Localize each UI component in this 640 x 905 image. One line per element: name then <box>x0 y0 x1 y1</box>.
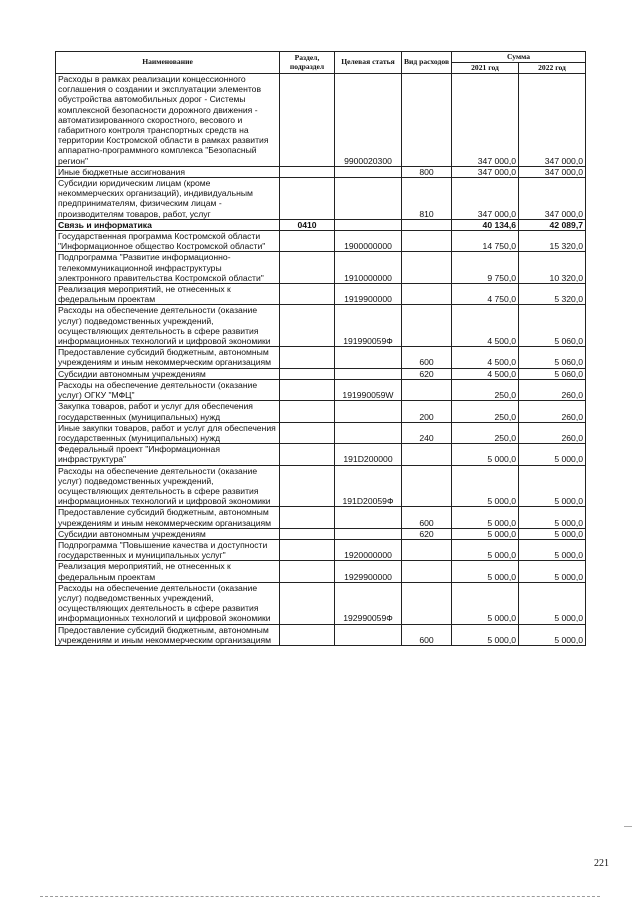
row-name: Субсидии автономным учреждениям <box>56 528 280 539</box>
row-target <box>335 528 402 539</box>
row-target: 1929900000 <box>335 561 402 582</box>
table-row <box>56 166 586 177</box>
row-section <box>280 379 335 400</box>
row-name: Предоставление субсидий бюджетным, автономным учреждениям и иным некоммерческим организациям <box>56 347 280 368</box>
row-sum-2022: 260,0 <box>519 422 586 443</box>
row-sum-2021: 40 134,6 <box>452 219 519 230</box>
row-type <box>402 252 452 284</box>
row-type <box>402 561 452 582</box>
row-target <box>335 624 402 645</box>
row-name: Иные бюджетные ассигнования <box>56 166 280 177</box>
row-section <box>280 178 335 220</box>
row-name: Федеральный проект "Информационная инфраструктура" <box>56 444 280 465</box>
header-year-2021: 2021 год <box>452 63 519 74</box>
header-name: Наименование <box>56 52 280 74</box>
row-section <box>280 444 335 465</box>
row-section <box>280 305 335 347</box>
table-body <box>56 74 586 646</box>
row-sum-2022: 5 000,0 <box>519 507 586 528</box>
row-sum-2022: 5 000,0 <box>519 561 586 582</box>
row-section <box>280 284 335 305</box>
row-sum-2022: 5 000,0 <box>519 528 586 539</box>
header-target: Целевая статья <box>335 52 402 74</box>
row-target: 191990059Ф <box>335 305 402 347</box>
row-sum-2021: 250,0 <box>452 379 519 400</box>
row-type <box>402 444 452 465</box>
row-section <box>280 465 335 507</box>
table-row <box>56 624 586 645</box>
row-target: 192990059Ф <box>335 582 402 624</box>
row-name: Подпрограмма "Развитие информационно-телекоммуникационной инфраструктуры электронного правительства Костромской области" <box>56 252 280 284</box>
row-sum-2021: 4 500,0 <box>452 368 519 379</box>
row-sum-2022: 260,0 <box>519 401 586 422</box>
row-type: 600 <box>402 347 452 368</box>
row-section <box>280 74 335 167</box>
row-name: Предоставление субсидий бюджетным, автономным учреждениям и иным некоммерческим организациям <box>56 507 280 528</box>
table-header <box>56 52 586 74</box>
row-section <box>280 582 335 624</box>
row-name: Расходы на обеспечение деятельности (оказание услуг) ОГКУ "МФЦ" <box>56 379 280 400</box>
row-name: Расходы на обеспечение деятельности (оказание услуг) подведомственных учреждений, осуществляющих деятельность в сфере развития информационных технологий и цифровой экономики <box>56 305 280 347</box>
row-section <box>280 347 335 368</box>
row-sum-2021: 5 000,0 <box>452 624 519 645</box>
row-sum-2021: 5 000,0 <box>452 528 519 539</box>
row-sum-2022: 5 320,0 <box>519 284 586 305</box>
row-section <box>280 561 335 582</box>
row-target: 191990059W <box>335 379 402 400</box>
row-target: 1920000000 <box>335 539 402 560</box>
table-row <box>56 444 586 465</box>
row-name: Закупка товаров, работ и услуг для обеспечения государственных (муниципальных) нужд <box>56 401 280 422</box>
row-name: Расходы в рамках реализации концессионного соглашения о создании и эксплуатации элементов обустройства автомобильных дорог - Системы комплексной безопасности дорожного движения - автоматизированного скоростного, весового и габаритного контроля транспортных средств на территории Костромской области в рамках развития аппаратно-программного комплекса "Безопасный регион" <box>56 74 280 167</box>
table-row <box>56 582 586 624</box>
row-type: 200 <box>402 401 452 422</box>
row-section <box>280 422 335 443</box>
row-sum-2022: 5 000,0 <box>519 582 586 624</box>
table-row <box>56 401 586 422</box>
row-type <box>402 465 452 507</box>
row-name: Расходы на обеспечение деятельности (оказание услуг) подведомственных учреждений, осуществляющих деятельность в сфере развития информационных технологий и цифровой экономики <box>56 465 280 507</box>
row-type <box>402 305 452 347</box>
row-sum-2021: 5 000,0 <box>452 465 519 507</box>
row-sum-2021: 4 500,0 <box>452 305 519 347</box>
row-type: 600 <box>402 507 452 528</box>
table-row <box>56 507 586 528</box>
row-type: 810 <box>402 178 452 220</box>
row-section <box>280 624 335 645</box>
row-name: Государственная программа Костромской области "Информационное общество Костромской области" <box>56 231 280 252</box>
row-name: Предоставление субсидий бюджетным, автономным учреждениям и иным некоммерческим организациям <box>56 624 280 645</box>
header-type: Вид расходов <box>402 52 452 74</box>
table-row <box>56 252 586 284</box>
row-sum-2022: 5 060,0 <box>519 305 586 347</box>
table-row <box>56 465 586 507</box>
row-section <box>280 539 335 560</box>
table-row <box>56 379 586 400</box>
row-name: Иные закупки товаров, работ и услуг для обеспечения государственных (муниципальных) нужд <box>56 422 280 443</box>
row-sum-2022: 260,0 <box>519 379 586 400</box>
row-sum-2022: 10 320,0 <box>519 252 586 284</box>
row-sum-2021: 5 000,0 <box>452 444 519 465</box>
row-type: 800 <box>402 166 452 177</box>
row-sum-2022: 5 060,0 <box>519 368 586 379</box>
row-sum-2021: 347 000,0 <box>452 178 519 220</box>
row-sum-2021: 5 000,0 <box>452 539 519 560</box>
row-sum-2021: 4 750,0 <box>452 284 519 305</box>
row-type <box>402 219 452 230</box>
row-sum-2022: 5 000,0 <box>519 444 586 465</box>
row-target <box>335 401 402 422</box>
row-sum-2021: 250,0 <box>452 422 519 443</box>
row-type <box>402 231 452 252</box>
row-section <box>280 252 335 284</box>
budget-table <box>55 51 586 646</box>
table-row <box>56 284 586 305</box>
row-target: 191D20059Ф <box>335 465 402 507</box>
row-sum-2022: 347 000,0 <box>519 74 586 167</box>
row-sum-2021: 347 000,0 <box>452 74 519 167</box>
row-target <box>335 166 402 177</box>
row-type: 620 <box>402 368 452 379</box>
row-name: Субсидии юридическим лицам (кроме некоммерческих организаций), индивидуальным предпринимателям, физическим лицам - производителям товаров, работ, услуг <box>56 178 280 220</box>
row-sum-2021: 347 000,0 <box>452 166 519 177</box>
row-name: Субсидии автономным учреждениям <box>56 368 280 379</box>
row-section <box>280 166 335 177</box>
row-target <box>335 368 402 379</box>
table-row <box>56 219 586 230</box>
row-name: Расходы на обеспечение деятельности (оказание услуг) подведомственных учреждений, осуществляющих деятельность в сфере развития информационных технологий и цифровой экономики <box>56 582 280 624</box>
row-section <box>280 368 335 379</box>
row-target <box>335 178 402 220</box>
row-sum-2022: 5 000,0 <box>519 465 586 507</box>
table-row <box>56 74 586 167</box>
row-sum-2022: 15 320,0 <box>519 231 586 252</box>
row-type <box>402 284 452 305</box>
row-target: 1919900000 <box>335 284 402 305</box>
row-type <box>402 539 452 560</box>
row-sum-2022: 347 000,0 <box>519 178 586 220</box>
row-type: 620 <box>402 528 452 539</box>
row-sum-2022: 42 089,7 <box>519 219 586 230</box>
row-name: Реализация мероприятий, не отнесенных к федеральным проектам <box>56 561 280 582</box>
row-target: 191D200000 <box>335 444 402 465</box>
row-section <box>280 231 335 252</box>
row-type <box>402 379 452 400</box>
row-section <box>280 507 335 528</box>
row-sum-2022: 5 000,0 <box>519 624 586 645</box>
table-row <box>56 368 586 379</box>
row-sum-2022: 5 060,0 <box>519 347 586 368</box>
row-target: 9900020300 <box>335 74 402 167</box>
row-target <box>335 507 402 528</box>
row-sum-2021: 250,0 <box>452 401 519 422</box>
scan-edge-mark <box>624 826 632 827</box>
table-row <box>56 422 586 443</box>
row-sum-2021: 5 000,0 <box>452 507 519 528</box>
header-section: Раздел, подраздел <box>280 52 335 74</box>
row-type: 240 <box>402 422 452 443</box>
page-number: 221 <box>594 858 609 869</box>
row-target: 1900000000 <box>335 231 402 252</box>
row-sum-2022: 5 000,0 <box>519 539 586 560</box>
row-type <box>402 74 452 167</box>
row-target <box>335 422 402 443</box>
row-sum-2021: 14 750,0 <box>452 231 519 252</box>
row-sum-2021: 5 000,0 <box>452 582 519 624</box>
row-section <box>280 528 335 539</box>
row-sum-2021: 5 000,0 <box>452 561 519 582</box>
row-target <box>335 219 402 230</box>
row-target <box>335 347 402 368</box>
table-row <box>56 231 586 252</box>
row-name: Подпрограмма "Повышение качества и доступности государственных и муниципальных услуг" <box>56 539 280 560</box>
row-section: 0410 <box>280 219 335 230</box>
row-name: Реализация мероприятий, не отнесенных к федеральным проектам <box>56 284 280 305</box>
row-sum-2021: 9 750,0 <box>452 252 519 284</box>
table-row <box>56 528 586 539</box>
table-row <box>56 305 586 347</box>
row-section <box>280 401 335 422</box>
table-row <box>56 178 586 220</box>
table-row <box>56 539 586 560</box>
table-row <box>56 347 586 368</box>
row-target: 1910000000 <box>335 252 402 284</box>
row-sum-2021: 4 500,0 <box>452 347 519 368</box>
header-year-2022: 2022 год <box>519 63 586 74</box>
row-type <box>402 582 452 624</box>
table-row <box>56 561 586 582</box>
bottom-dashed-rule <box>40 896 600 897</box>
row-name: Связь и информатика <box>56 219 280 230</box>
row-type: 600 <box>402 624 452 645</box>
header-sum: Сумма <box>452 52 586 63</box>
row-sum-2022: 347 000,0 <box>519 166 586 177</box>
